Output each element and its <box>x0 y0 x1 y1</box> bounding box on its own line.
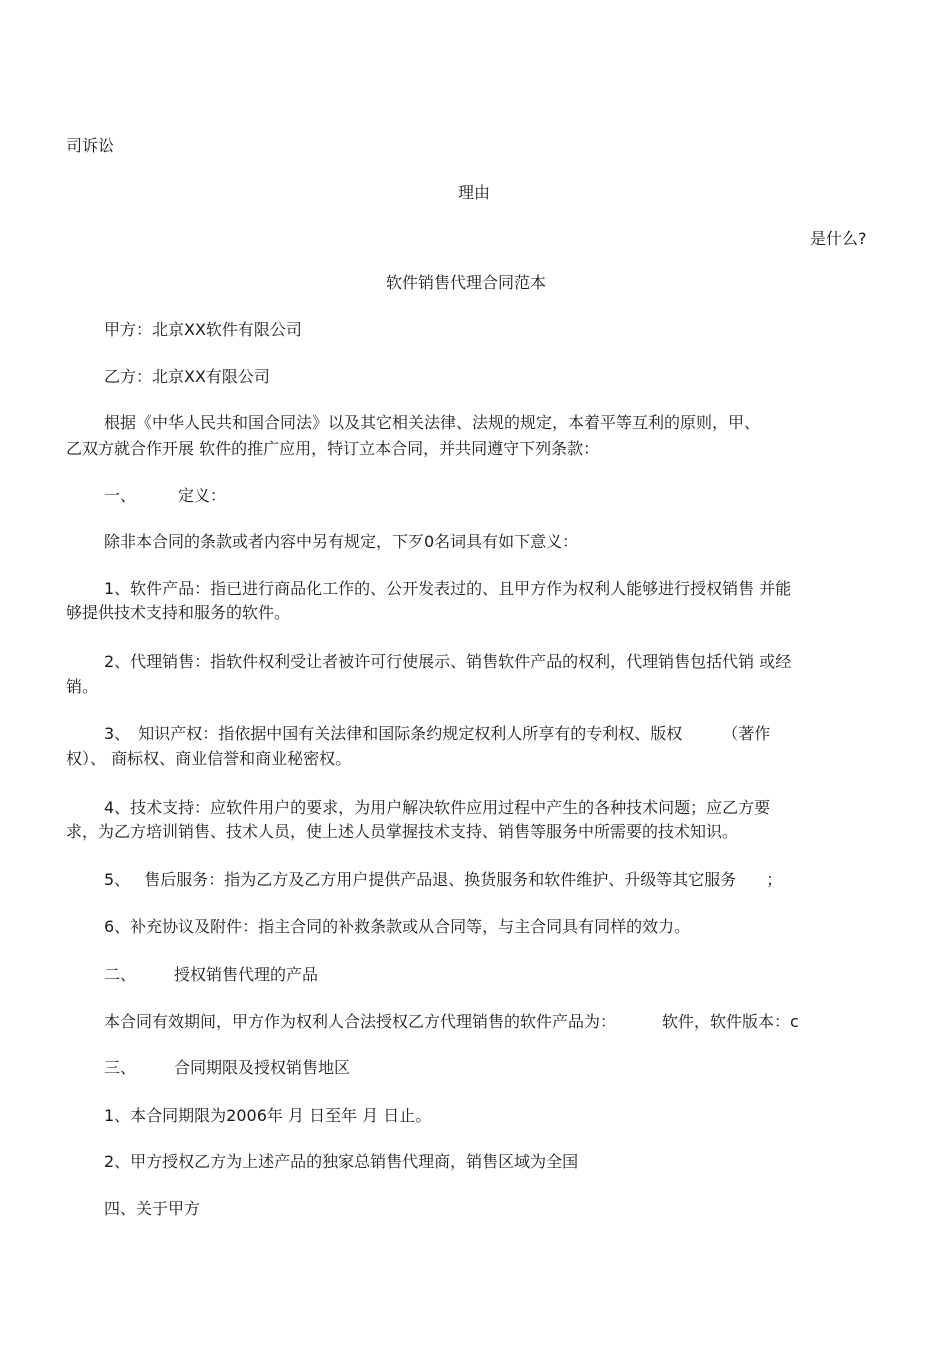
definition-2-line-2: 销。 <box>66 677 99 696</box>
section-2-body <box>104 1012 799 1032</box>
section-3-item-1: 1、本合同期限为2006年 月 日至年 月 日止。 <box>104 1106 432 1125</box>
section-3-number: 三、 <box>104 1058 137 1077</box>
section-3-heading <box>104 1058 350 1078</box>
header-line-1: 司诉讼 <box>66 136 115 155</box>
section-1-title: 定义： <box>178 486 227 505</box>
definition-5-end: ； <box>766 870 783 889</box>
section-3-title: 合同期限及授权销售地区 <box>174 1058 351 1077</box>
party-a: 甲方：北京XX软件有限公司 <box>104 320 302 339</box>
section-2-heading <box>104 965 318 985</box>
section-2-body-text: 本合同有效期间，甲方作为权利人合法授权乙方代理销售的软件产品为： <box>104 1012 617 1031</box>
definition-4-line-1: 4、技术支持：应软件用户的要求，为用户解决软件应用过程中产生的各种技术问题；应乙方要 <box>104 798 771 817</box>
header-line-2: 理由 <box>458 183 491 202</box>
section-1-lead: 除非本合同的条款或者内容中另有规定，下歹0名词具有如下意义： <box>104 532 579 551</box>
party-b: 乙方：北京XX有限公司 <box>104 367 270 386</box>
definition-3-text: 知识产权：指依据中国有关法律和国际条约规定权利人所享有的专利权、版权 <box>138 724 683 743</box>
intro-line-1: 根据《中华人民共和国合同法》以及其它相关法律、法规的规定，本着平等互利的原则，甲、 <box>104 413 761 432</box>
definition-6: 6、补充协议及附件：指主合同的补救条款或从合同等，与主合同具有同样的效力。 <box>104 917 691 936</box>
definition-1-line-2: 够提供技术支持和服务的软件。 <box>66 603 291 622</box>
section-2-title: 授权销售代理的产品 <box>174 965 319 984</box>
definition-5-number: 5、 <box>104 870 131 889</box>
definition-1-line-1: 1、软件产品：指已进行商品化工作的、公开发表过的、且甲方作为权利人能够进行授权销售 并能 <box>104 579 792 598</box>
definition-5-text: 售后服务：指为乙方及乙方用户提供产品退、换货服务和软件维护、升级等其它服务 <box>144 870 737 889</box>
header-line-3: 是什么? <box>810 229 867 248</box>
section-3-item-2: 2、甲方授权乙方为上述产品的独家总销售代理商，销售区域为全国 <box>104 1152 579 1171</box>
section-4-heading: 四、关于甲方 <box>104 1199 201 1218</box>
section-2-number: 二、 <box>104 965 137 984</box>
definition-3-text-end: （著作 <box>722 724 771 743</box>
section-2-body-version: 软件，软件版本：c <box>662 1012 799 1031</box>
section-1-number: 一、 <box>104 486 137 505</box>
document-title: 软件销售代理合同范本 <box>386 273 547 292</box>
intro-line-2: 乙双方就合作开展 软件的推广应用，特订立本合同，并共同遵守下列条款： <box>66 439 600 458</box>
definition-3-line-2: 权）、 商标权、商业信誉和商业秘密权。 <box>66 749 352 768</box>
definition-4-line-2: 求，为乙方培训销售、技术人员，使上述人员掌握技术支持、销售等服务中所需要的技术知识。 <box>66 822 739 841</box>
definition-3-number: 3、 <box>104 724 131 743</box>
section-1-heading <box>104 486 226 506</box>
definition-2-line-1: 2、代理销售：指软件权利受让者被许可行使展示、销售软件产品的权利，代理销售包括代销 或经 <box>104 652 792 671</box>
definition-3-line-1 <box>104 724 770 744</box>
definition-5 <box>104 870 782 890</box>
